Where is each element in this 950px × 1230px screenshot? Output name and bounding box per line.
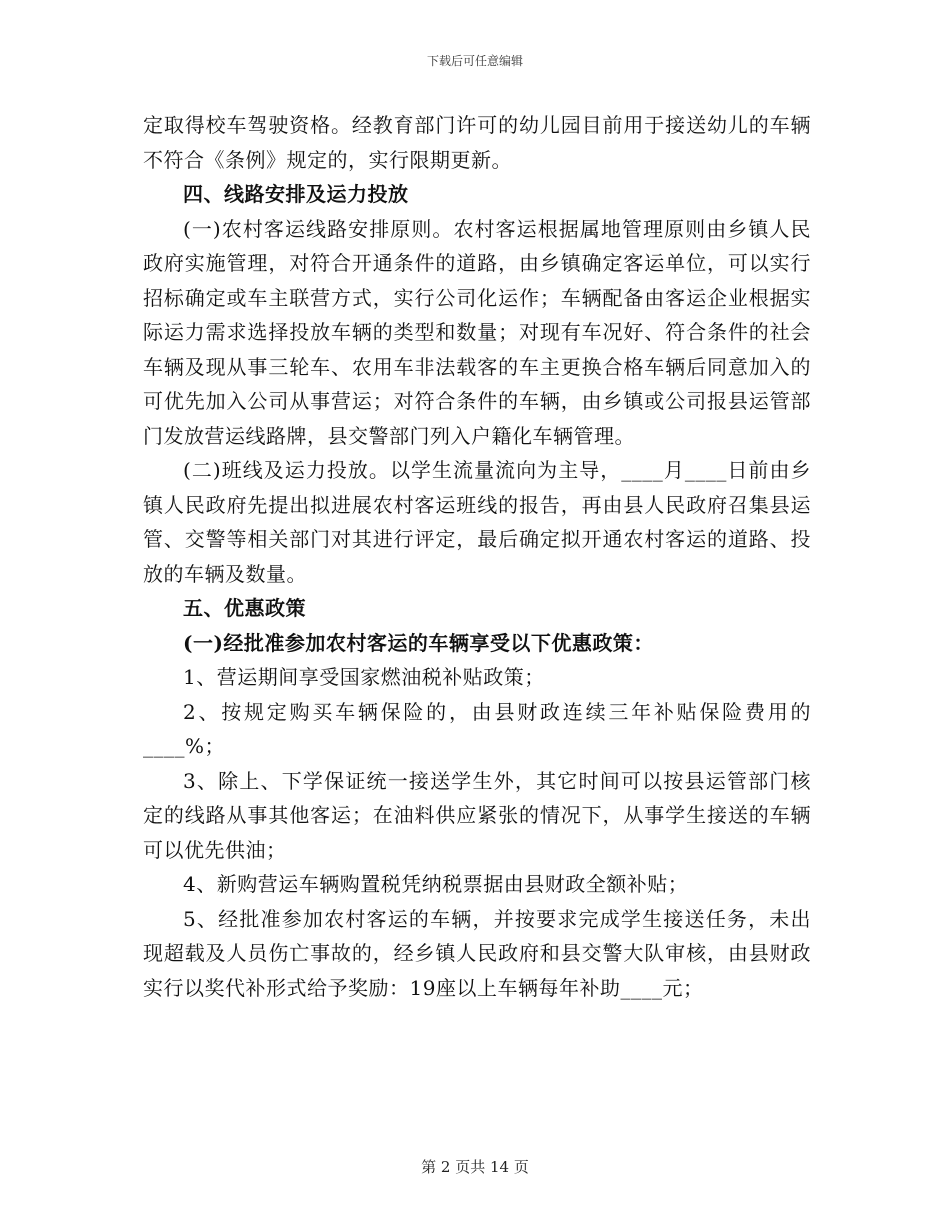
policy-item-3: 3、除上、下学保证统一接送学生外，其它时间可以按县运管部门核定的线路从事其他客运；在油料供应紧张的情况下，从事学生接送的车辆可以优先供油；	[143, 768, 811, 862]
page-header: 下载后可任意编辑	[426, 54, 523, 68]
subheading-policy-list: (一)经批准参加农村客运的车辆享受以下优惠政策：	[183, 630, 654, 655]
paragraph-route-principle: (一)农村客运线路安排原则。农村客运根据属地管理原则由乡镇人民政府实施管理，对符合开通条件的道路，由乡镇确定客运单位，可以实行招标确定或车主联营方式，实行公司化运作；车辆配备由客运企业根据实际运力需求选择投放车辆的类型和数量；对现有车况好、符合条件的社会车辆及现从事三轮车、农用车非法载客的车主更换合格车辆后同意加入的可优先加入公司从事营运；对符合条件的车辆，由乡镇或公司报县运管部门发放营运线路牌，县交警部门列入户籍化车辆管理。	[143, 216, 811, 448]
paragraph-capacity: (二)班线及运力投放。以学生流量流向为主导，____月____日前由乡镇人民政府先提出拟进展农村客运班线的报告，再由县人民政府召集县运管、交警等相关部门对其进行评定，最后确定拟开通农村客运的道路、投放的车辆及数量。	[143, 458, 811, 586]
section-heading-policy: 五、优惠政策	[183, 596, 306, 620]
policy-item-5: 5、经批准参加农村客运的车辆，并按要求完成学生接送任务，未出现超载及人员伤亡事故的，经乡镇人民政府和县交警大队审核，由县财政实行以奖代补形式给予奖励：19座以上车辆每年补助____元；	[143, 906, 811, 1000]
document-body	[143, 108, 811, 1005]
paragraph-school-bus-driver: 定取得校车驾驶资格。经教育部门许可的幼儿园目前用于接送幼儿的车辆不符合《条例》规定的，实行限期更新。	[143, 113, 811, 172]
section-heading-route: 四、线路安排及运力投放	[183, 182, 409, 206]
policy-item-2: 2、按规定购买车辆保险的，由县财政连续三年补贴保险费用的____%；	[143, 699, 811, 758]
policy-item-1: 1、营运期间享受国家燃油税补贴政策；	[183, 665, 545, 689]
page-number: 第 2 页共 14 页	[421, 1158, 529, 1176]
policy-item-4: 4、新购营运车辆购置税凭纳税票据由县财政全额补贴；	[183, 872, 689, 896]
